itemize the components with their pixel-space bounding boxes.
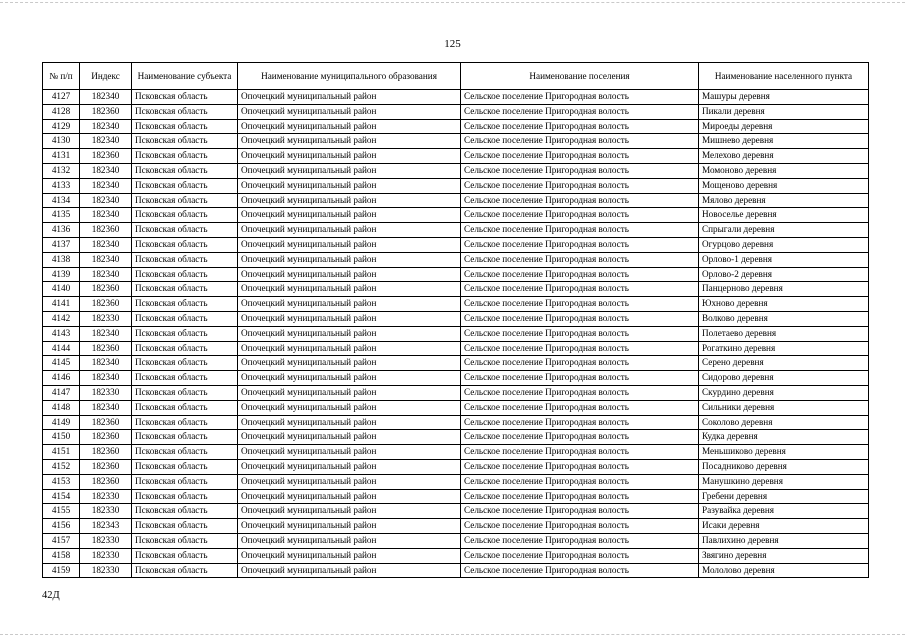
cell-subject: Псковская область — [132, 104, 238, 119]
cell-municipality: Опочецкий муниципальный район — [238, 208, 461, 223]
cell-locality: Исаки деревня — [699, 519, 869, 534]
cell-number: 4137 — [43, 237, 80, 252]
cell-locality: Гребени деревня — [699, 489, 869, 504]
cell-locality: Орлово-2 деревня — [699, 267, 869, 282]
cell-number: 4146 — [43, 371, 80, 386]
cell-number: 4151 — [43, 445, 80, 460]
cell-municipality: Опочецкий муниципальный район — [238, 548, 461, 563]
cell-settlement: Сельское поселение Пригородная волость — [461, 326, 699, 341]
table-row — [43, 474, 869, 489]
cell-locality: Орлово-1 деревня — [699, 252, 869, 267]
cell-municipality: Опочецкий муниципальный район — [238, 533, 461, 548]
cell-locality: Спрыгали деревня — [699, 223, 869, 238]
cell-municipality: Опочецкий муниципальный район — [238, 178, 461, 193]
cell-index: 182340 — [80, 163, 132, 178]
cell-number: 4134 — [43, 193, 80, 208]
cell-number: 4138 — [43, 252, 80, 267]
cell-municipality: Опочецкий муниципальный район — [238, 193, 461, 208]
cell-locality: Мололово деревня — [699, 563, 869, 578]
cell-subject: Псковская область — [132, 178, 238, 193]
cell-settlement: Сельское поселение Пригородная волость — [461, 149, 699, 164]
cell-settlement: Сельское поселение Пригородная волость — [461, 252, 699, 267]
cell-settlement: Сельское поселение Пригородная волость — [461, 223, 699, 238]
cell-index: 182330 — [80, 563, 132, 578]
cell-subject: Псковская область — [132, 445, 238, 460]
cell-settlement: Сельское поселение Пригородная волость — [461, 415, 699, 430]
cell-locality: Мишнево деревня — [699, 134, 869, 149]
cell-settlement: Сельское поселение Пригородная волость — [461, 533, 699, 548]
cell-locality: Манушкино деревня — [699, 474, 869, 489]
table-row — [43, 504, 869, 519]
cell-index: 182360 — [80, 430, 132, 445]
cell-index: 182340 — [80, 267, 132, 282]
cell-municipality: Опочецкий муниципальный район — [238, 90, 461, 105]
cell-subject: Псковская область — [132, 504, 238, 519]
cell-index: 182330 — [80, 548, 132, 563]
cell-index: 182340 — [80, 356, 132, 371]
cell-number: 4156 — [43, 519, 80, 534]
cell-settlement: Сельское поселение Пригородная волость — [461, 445, 699, 460]
cell-locality: Звягино деревня — [699, 548, 869, 563]
table-row — [43, 341, 869, 356]
cell-settlement: Сельское поселение Пригородная волость — [461, 134, 699, 149]
table-row — [43, 400, 869, 415]
cell-settlement: Сельское поселение Пригородная волость — [461, 311, 699, 326]
table-row — [43, 163, 869, 178]
cell-settlement: Сельское поселение Пригородная волость — [461, 519, 699, 534]
table-row — [43, 178, 869, 193]
cell-subject: Псковская область — [132, 282, 238, 297]
cell-subject: Псковская область — [132, 548, 238, 563]
cell-subject: Псковская область — [132, 326, 238, 341]
cell-subject: Псковская область — [132, 385, 238, 400]
cell-municipality: Опочецкий муниципальный район — [238, 415, 461, 430]
table-row — [43, 208, 869, 223]
cell-municipality: Опочецкий муниципальный район — [238, 163, 461, 178]
cell-settlement: Сельское поселение Пригородная волость — [461, 459, 699, 474]
cell-index: 182330 — [80, 489, 132, 504]
cell-settlement: Сельское поселение Пригородная волость — [461, 341, 699, 356]
cell-subject: Псковская область — [132, 223, 238, 238]
cell-municipality: Опочецкий муниципальный район — [238, 445, 461, 460]
cell-subject: Псковская область — [132, 474, 238, 489]
cell-index: 182360 — [80, 297, 132, 312]
cell-subject: Псковская область — [132, 459, 238, 474]
col-header-subject: Наименование субъекта — [132, 63, 238, 90]
cell-subject: Псковская область — [132, 237, 238, 252]
cell-index: 182340 — [80, 119, 132, 134]
cell-number: 4153 — [43, 474, 80, 489]
cell-number: 4145 — [43, 356, 80, 371]
table-header — [43, 63, 869, 90]
cell-settlement: Сельское поселение Пригородная волость — [461, 178, 699, 193]
scan-edge-bottom — [0, 634, 905, 635]
cell-index: 182340 — [80, 252, 132, 267]
cell-settlement: Сельское поселение Пригородная волость — [461, 385, 699, 400]
cell-settlement: Сельское поселение Пригородная волость — [461, 563, 699, 578]
cell-municipality: Опочецкий муниципальный район — [238, 474, 461, 489]
cell-number: 4152 — [43, 459, 80, 474]
cell-subject: Псковская область — [132, 163, 238, 178]
table-row — [43, 134, 869, 149]
cell-municipality: Опочецкий муниципальный район — [238, 459, 461, 474]
table-row — [43, 356, 869, 371]
cell-settlement: Сельское поселение Пригородная волость — [461, 297, 699, 312]
cell-number: 4143 — [43, 326, 80, 341]
cell-settlement: Сельское поселение Пригородная волость — [461, 474, 699, 489]
cell-number: 4148 — [43, 400, 80, 415]
table-row — [43, 548, 869, 563]
cell-municipality: Опочецкий муниципальный район — [238, 326, 461, 341]
cell-locality: Соколово деревня — [699, 415, 869, 430]
table-row — [43, 267, 869, 282]
cell-index: 182360 — [80, 149, 132, 164]
cell-locality: Мироеды деревня — [699, 119, 869, 134]
cell-index: 182340 — [80, 326, 132, 341]
cell-subject: Псковская область — [132, 90, 238, 105]
table-row — [43, 385, 869, 400]
cell-index: 182360 — [80, 415, 132, 430]
cell-municipality: Опочецкий муниципальный район — [238, 149, 461, 164]
cell-locality: Мелехово деревня — [699, 149, 869, 164]
cell-subject: Псковская область — [132, 519, 238, 534]
cell-index: 182360 — [80, 282, 132, 297]
cell-index: 182340 — [80, 178, 132, 193]
cell-locality: Сидорово деревня — [699, 371, 869, 386]
cell-index: 182340 — [80, 193, 132, 208]
cell-municipality: Опочецкий муниципальный район — [238, 267, 461, 282]
table-row — [43, 252, 869, 267]
cell-locality: Кудка деревня — [699, 430, 869, 445]
cell-locality: Юхново деревня — [699, 297, 869, 312]
header-row — [43, 63, 869, 90]
cell-settlement: Сельское поселение Пригородная волость — [461, 104, 699, 119]
cell-index: 182360 — [80, 474, 132, 489]
cell-index: 182340 — [80, 134, 132, 149]
cell-index: 182330 — [80, 504, 132, 519]
table-row — [43, 415, 869, 430]
table-row — [43, 149, 869, 164]
cell-subject: Псковская область — [132, 533, 238, 548]
cell-number: 4128 — [43, 104, 80, 119]
cell-number: 4132 — [43, 163, 80, 178]
cell-number: 4157 — [43, 533, 80, 548]
cell-subject: Псковская область — [132, 415, 238, 430]
col-header-locality: Наименование населенного пункта — [699, 63, 869, 90]
cell-municipality: Опочецкий муниципальный район — [238, 252, 461, 267]
cell-municipality: Опочецкий муниципальный район — [238, 430, 461, 445]
table-row — [43, 533, 869, 548]
cell-municipality: Опочецкий муниципальный район — [238, 356, 461, 371]
cell-index: 182343 — [80, 519, 132, 534]
cell-number: 4136 — [43, 223, 80, 238]
cell-index: 182360 — [80, 223, 132, 238]
cell-index: 182360 — [80, 445, 132, 460]
cell-locality: Волково деревня — [699, 311, 869, 326]
cell-number: 4139 — [43, 267, 80, 282]
cell-locality: Меньшиково деревня — [699, 445, 869, 460]
cell-locality: Павлихино деревня — [699, 533, 869, 548]
cell-index: 182330 — [80, 311, 132, 326]
cell-locality: Огурцово деревня — [699, 237, 869, 252]
cell-index: 182360 — [80, 104, 132, 119]
col-header-number: № п/п — [43, 63, 80, 90]
cell-settlement: Сельское поселение Пригородная волость — [461, 237, 699, 252]
cell-municipality: Опочецкий муниципальный район — [238, 341, 461, 356]
cell-municipality: Опочецкий муниципальный район — [238, 563, 461, 578]
table-row — [43, 430, 869, 445]
cell-settlement: Сельское поселение Пригородная волость — [461, 371, 699, 386]
cell-number: 4158 — [43, 548, 80, 563]
table-row — [43, 311, 869, 326]
cell-municipality: Опочецкий муниципальный район — [238, 223, 461, 238]
cell-municipality: Опочецкий муниципальный район — [238, 371, 461, 386]
cell-settlement: Сельское поселение Пригородная волость — [461, 400, 699, 415]
cell-municipality: Опочецкий муниципальный район — [238, 282, 461, 297]
cell-locality: Серено деревня — [699, 356, 869, 371]
table-row — [43, 489, 869, 504]
footer-code: 42Д — [42, 590, 60, 601]
cell-subject: Псковская область — [132, 563, 238, 578]
cell-municipality: Опочецкий муниципальный район — [238, 119, 461, 134]
cell-municipality: Опочецкий муниципальный район — [238, 237, 461, 252]
cell-number: 4141 — [43, 297, 80, 312]
cell-index: 182340 — [80, 208, 132, 223]
cell-locality: Панцерново деревня — [699, 282, 869, 297]
cell-settlement: Сельское поселение Пригородная волость — [461, 163, 699, 178]
table-row — [43, 563, 869, 578]
cell-index: 182360 — [80, 459, 132, 474]
cell-subject: Псковская область — [132, 341, 238, 356]
cell-number: 4149 — [43, 415, 80, 430]
cell-locality: Новоселье деревня — [699, 208, 869, 223]
cell-settlement: Сельское поселение Пригородная волость — [461, 356, 699, 371]
cell-number: 4135 — [43, 208, 80, 223]
cell-number: 4142 — [43, 311, 80, 326]
cell-settlement: Сельское поселение Пригородная волость — [461, 267, 699, 282]
table-row — [43, 237, 869, 252]
cell-municipality: Опочецкий муниципальный район — [238, 297, 461, 312]
scan-edge-top — [0, 2, 905, 3]
cell-subject: Псковская область — [132, 267, 238, 282]
cell-locality: Момоново деревня — [699, 163, 869, 178]
cell-subject: Псковская область — [132, 371, 238, 386]
cell-subject: Псковская область — [132, 193, 238, 208]
cell-subject: Псковская область — [132, 252, 238, 267]
table-row — [43, 445, 869, 460]
cell-settlement: Сельское поселение Пригородная волость — [461, 430, 699, 445]
cell-index: 182340 — [80, 400, 132, 415]
cell-index: 182340 — [80, 90, 132, 105]
cell-municipality: Опочецкий муниципальный район — [238, 504, 461, 519]
cell-number: 4140 — [43, 282, 80, 297]
cell-municipality: Опочецкий муниципальный район — [238, 489, 461, 504]
cell-number: 4150 — [43, 430, 80, 445]
table-row — [43, 193, 869, 208]
table-row — [43, 282, 869, 297]
cell-locality: Пикали деревня — [699, 104, 869, 119]
cell-settlement: Сельское поселение Пригородная волость — [461, 119, 699, 134]
cell-subject: Псковская область — [132, 400, 238, 415]
cell-number: 4154 — [43, 489, 80, 504]
cell-index: 182360 — [80, 341, 132, 356]
cell-subject: Псковская область — [132, 119, 238, 134]
cell-number: 4133 — [43, 178, 80, 193]
cell-locality: Разувайка деревня — [699, 504, 869, 519]
cell-municipality: Опочецкий муниципальный район — [238, 385, 461, 400]
cell-locality: Машуры деревня — [699, 90, 869, 105]
table-row — [43, 90, 869, 105]
table-row — [43, 326, 869, 341]
cell-index: 182330 — [80, 533, 132, 548]
settlements-table — [42, 62, 869, 578]
cell-subject: Псковская область — [132, 297, 238, 312]
cell-settlement: Сельское поселение Пригородная волость — [461, 548, 699, 563]
cell-number: 4147 — [43, 385, 80, 400]
col-header-municipality: Наименование муниципального образования — [238, 63, 461, 90]
cell-locality: Сильники деревня — [699, 400, 869, 415]
table-row — [43, 519, 869, 534]
cell-settlement: Сельское поселение Пригородная волость — [461, 90, 699, 105]
cell-locality: Полетаево деревня — [699, 326, 869, 341]
cell-municipality: Опочецкий муниципальный район — [238, 400, 461, 415]
cell-subject: Псковская область — [132, 134, 238, 149]
col-header-settlement: Наименование поселения — [461, 63, 699, 90]
cell-number: 4129 — [43, 119, 80, 134]
cell-settlement: Сельское поселение Пригородная волость — [461, 504, 699, 519]
cell-settlement: Сельское поселение Пригородная волость — [461, 489, 699, 504]
cell-index: 182340 — [80, 237, 132, 252]
table-body — [43, 90, 869, 578]
cell-settlement: Сельское поселение Пригородная волость — [461, 208, 699, 223]
table-row — [43, 104, 869, 119]
page-number: 125 — [444, 38, 461, 50]
cell-subject: Псковская область — [132, 356, 238, 371]
cell-settlement: Сельское поселение Пригородная волость — [461, 193, 699, 208]
cell-number: 4144 — [43, 341, 80, 356]
cell-locality: Рогаткино деревня — [699, 341, 869, 356]
cell-number: 4155 — [43, 504, 80, 519]
col-header-index: Индекс — [80, 63, 132, 90]
cell-number: 4159 — [43, 563, 80, 578]
cell-locality: Посадниково деревня — [699, 459, 869, 474]
cell-municipality: Опочецкий муниципальный район — [238, 104, 461, 119]
table-row — [43, 459, 869, 474]
table-row — [43, 297, 869, 312]
cell-subject: Псковская область — [132, 149, 238, 164]
cell-settlement: Сельское поселение Пригородная волость — [461, 282, 699, 297]
cell-municipality: Опочецкий муниципальный район — [238, 519, 461, 534]
table-row — [43, 223, 869, 238]
cell-subject: Псковская область — [132, 311, 238, 326]
cell-municipality: Опочецкий муниципальный район — [238, 311, 461, 326]
table-row — [43, 371, 869, 386]
cell-index: 182330 — [80, 385, 132, 400]
cell-subject: Псковская область — [132, 489, 238, 504]
cell-municipality: Опочецкий муниципальный район — [238, 134, 461, 149]
cell-index: 182340 — [80, 371, 132, 386]
cell-locality: Скурдино деревня — [699, 385, 869, 400]
cell-subject: Псковская область — [132, 430, 238, 445]
table-row — [43, 119, 869, 134]
cell-locality: Мощеново деревня — [699, 178, 869, 193]
cell-number: 4127 — [43, 90, 80, 105]
cell-subject: Псковская область — [132, 208, 238, 223]
cell-number: 4130 — [43, 134, 80, 149]
cell-number: 4131 — [43, 149, 80, 164]
cell-locality: Мялово деревня — [699, 193, 869, 208]
